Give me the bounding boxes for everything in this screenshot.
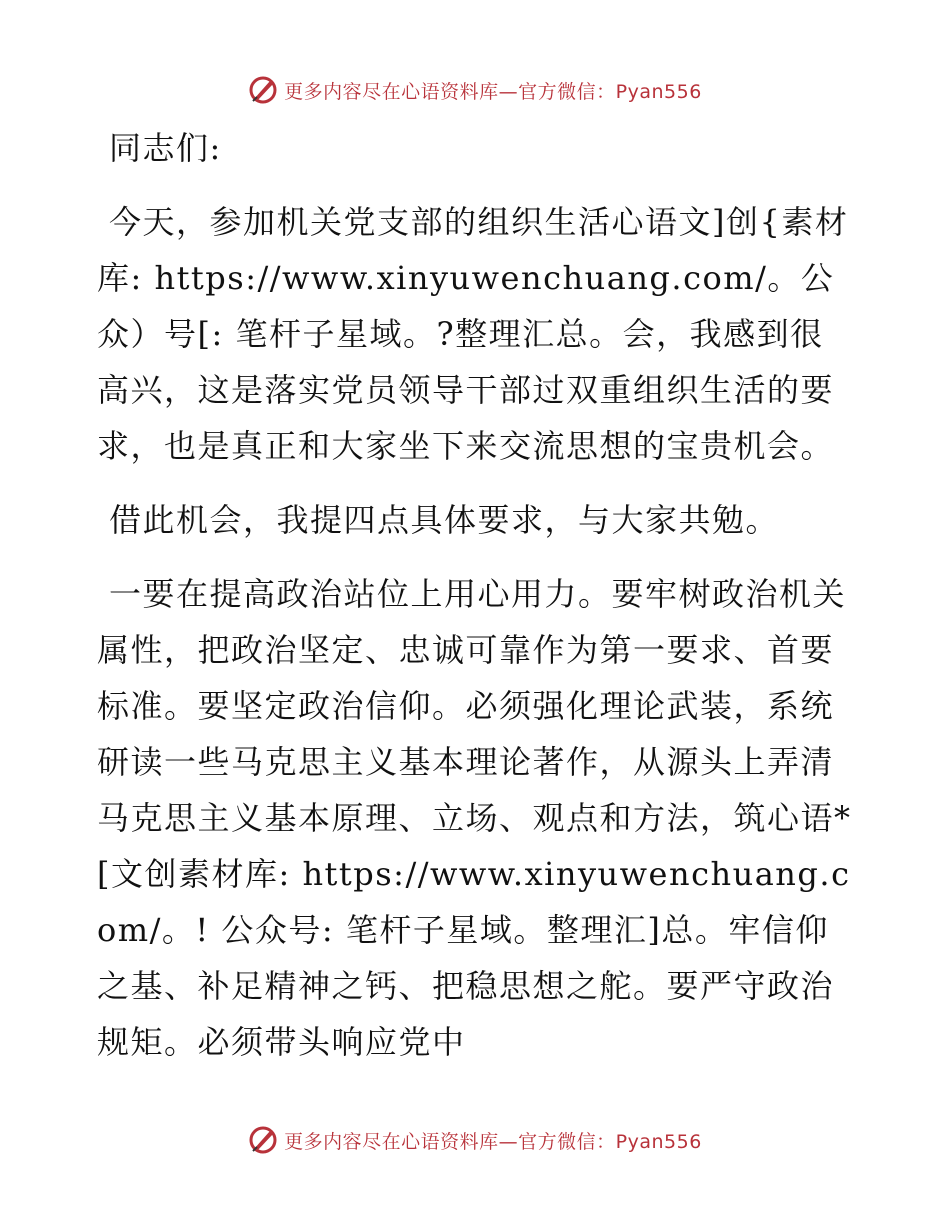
- paragraph-2: 借此机会，我提四点具体要求，与大家共勉。: [109, 501, 780, 539]
- salutation: 同志们:: [109, 129, 222, 167]
- paragraph-3: 一要在提高政治站位上用心用力。要牢树政治机关属性，把政治坚定、忠诚可靠作为第一要求、首要标准。要坚定政治信仰。必须强化理论武装，系统研读一些马克思主义基本理论著作，从源头上弄清马克思主义基本原理、立场、观点和方法，筑心语*[文创素材库: https://www.xinyuwenchuang.com/。! 公众号: 笔杆子星域。整理汇]总。牢信仰之基、补足精神之钙、把稳思想之舵。要严守政治规矩。必须带头响应党中: [97, 575, 852, 1061]
- footer-watermark-text: 更多内容尽在心语资料库—官方微信：Pyan556: [284, 1130, 702, 1153]
- quill-pen-logo-icon: [248, 75, 278, 105]
- header-watermark-banner: [0, 70, 950, 110]
- document-body: [97, 120, 857, 1088]
- footer-watermark-banner: [0, 1120, 950, 1160]
- paragraph-1: 今天，参加机关党支部的组织生活心语文]创{素材库: https://www.xinyuwenchuang.com/。公众）号[: 笔杆子星域。?整理汇总。会，我感到很高兴，这是落实党员领导干部过双重组织生活的要求，也是真正和大家坐下来交流思想的宝贵机会。: [97, 203, 849, 465]
- header-watermark-text: 更多内容尽在心语资料库—官方微信：Pyan556: [284, 80, 702, 103]
- quill-pen-logo-icon: [248, 1125, 278, 1155]
